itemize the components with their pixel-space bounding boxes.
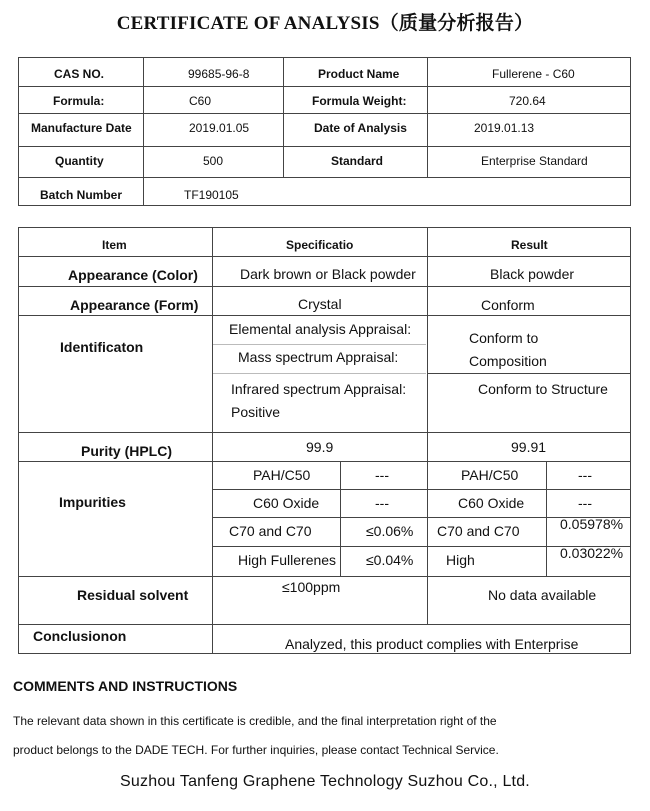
cas-value: 99685-96-8 xyxy=(188,67,250,81)
standard-value: Enterprise Standard xyxy=(481,154,588,168)
header-result: Result xyxy=(511,238,548,252)
appearance-form-spec: Crystal xyxy=(298,296,342,312)
infrared-spectrum-spec-positive: Positive xyxy=(231,404,281,420)
impurity-result-value: 0.03022% xyxy=(560,545,624,561)
mass-spectrum-spec: Mass spectrum Appraisal: xyxy=(238,349,399,365)
residual-solvent-spec: ≤100ppm xyxy=(282,579,341,595)
impurity-spec-name: C60 Oxide xyxy=(253,495,320,511)
batch-number-value: TF190105 xyxy=(184,188,239,202)
appearance-form-result: Conform xyxy=(481,297,535,313)
structure-result: Conform to Structure xyxy=(478,381,608,397)
residual-solvent-result: No data available xyxy=(488,587,597,603)
impurity-result-value: --- xyxy=(578,467,592,483)
impurity-result-value: --- xyxy=(578,495,592,511)
manufacture-date-value: 2019.01.05 xyxy=(189,121,250,135)
product-name-label: Product Name xyxy=(318,67,400,81)
comments-line-2: product belongs to the DADE TECH. For further inquiries, please contact Technical Service. xyxy=(13,743,499,757)
impurity-spec-value: --- xyxy=(375,495,389,511)
company-name: Suzhou Tanfeng Graphene Technology Suzhou Co., Ltd. xyxy=(120,773,530,790)
formula-weight-label: Formula Weight: xyxy=(312,94,407,108)
impurity-result-name: C60 Oxide xyxy=(458,495,525,511)
cas-label: CAS NO. xyxy=(54,67,105,81)
purity-result: 99.91 xyxy=(511,439,547,455)
product-name-value: Fullerene - C60 xyxy=(492,67,575,81)
impurity-result-value: 0.05978% xyxy=(560,516,624,532)
header-specification: Specificatio xyxy=(286,238,354,252)
appearance-color-item: Appearance (Color) xyxy=(68,267,198,283)
analysis-date-value: 2019.01.13 xyxy=(474,121,535,135)
conclusion-item: Conclusionon xyxy=(33,628,127,644)
impurity-spec-name: PAH/C50 xyxy=(253,467,311,483)
analysis-date-label: Date of Analysis xyxy=(314,121,407,135)
quantity-value: 500 xyxy=(203,154,224,168)
document-title: CERTIFICATE OF ANALYSIS（质量分析报告） xyxy=(116,13,534,34)
comments-line-1: The relevant data shown in this certificate is credible, and the final interpretation right of the xyxy=(13,714,497,728)
impurities-item: Impurities xyxy=(59,494,126,510)
comments-heading: COMMENTS AND INSTRUCTIONS xyxy=(13,678,238,694)
formula-label: Formula: xyxy=(53,94,105,108)
manufacture-date-label: Manufacture Date xyxy=(31,121,132,135)
quantity-label: Quantity xyxy=(55,154,104,168)
composition-result-line1: Conform to xyxy=(469,330,539,346)
impurity-spec-name: C70 and C70 xyxy=(229,523,312,539)
header-item: Item xyxy=(102,238,127,252)
impurity-result-name: High xyxy=(446,552,475,568)
identification-item: Identificaton xyxy=(60,339,144,355)
purity-spec: 99.9 xyxy=(306,439,334,455)
impurity-spec-value: --- xyxy=(375,467,389,483)
appearance-color-spec: Dark brown or Black powder xyxy=(240,266,416,282)
formula-weight-value: 720.64 xyxy=(509,94,546,108)
impurity-result-name: C70 and C70 xyxy=(437,523,520,539)
impurity-spec-value: ≤0.06% xyxy=(366,523,414,539)
elemental-analysis-spec: Elemental analysis Appraisal: xyxy=(229,321,412,337)
batch-number-label: Batch Number xyxy=(40,188,123,202)
appearance-form-item: Appearance (Form) xyxy=(70,297,199,313)
impurity-spec-name: High Fullerenes xyxy=(238,552,337,568)
impurity-spec-value: ≤0.04% xyxy=(366,552,414,568)
purity-item: Purity (HPLC) xyxy=(81,443,172,459)
conclusion-text: Analyzed, this product complies with Enterprise xyxy=(285,636,579,652)
standard-label: Standard xyxy=(331,154,384,168)
residual-solvent-item: Residual solvent xyxy=(77,587,189,603)
appearance-color-result: Black powder xyxy=(490,266,575,282)
infrared-spectrum-spec: Infrared spectrum Appraisal: xyxy=(231,381,407,397)
impurity-result-name: PAH/C50 xyxy=(461,467,519,483)
composition-result-line2: Composition xyxy=(469,353,547,369)
formula-value: C60 xyxy=(189,94,212,108)
